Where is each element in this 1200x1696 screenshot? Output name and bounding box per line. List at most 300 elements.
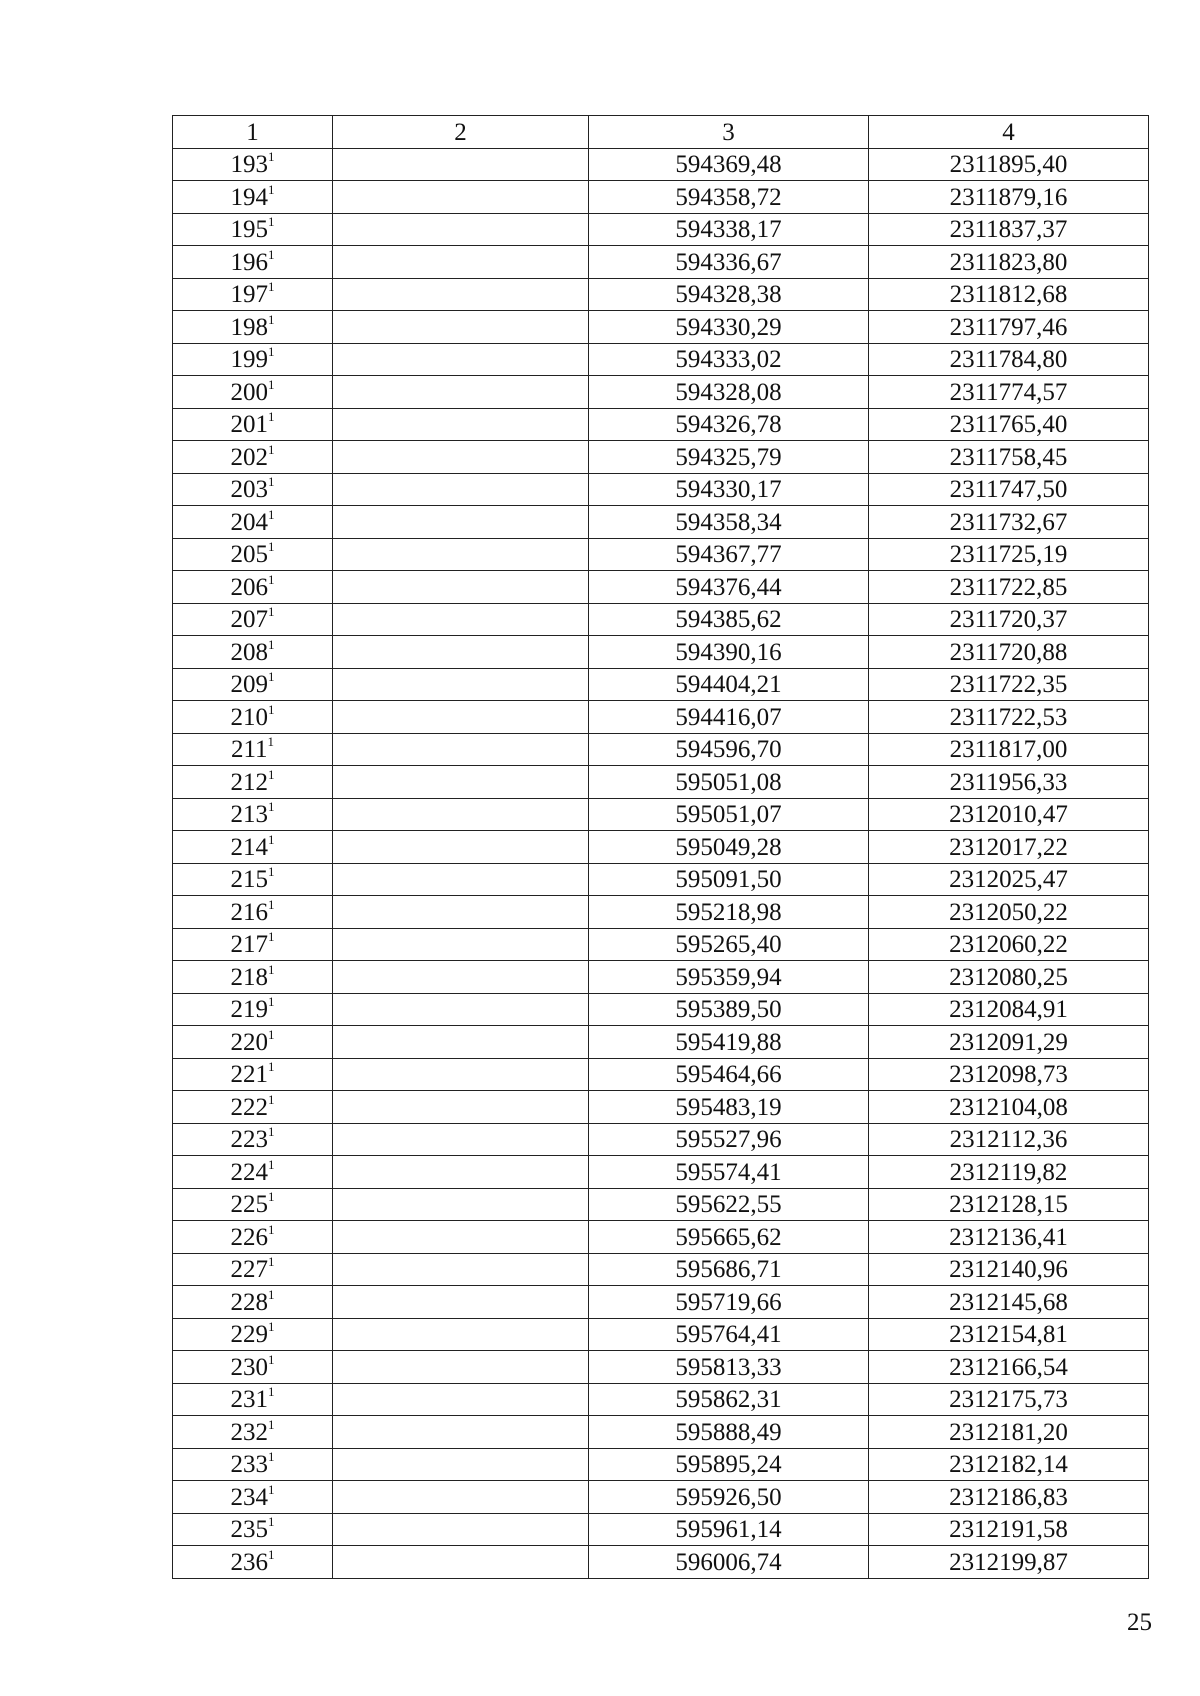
col-2-cell: [333, 538, 589, 571]
table-row: [173, 1546, 1149, 1579]
table-row: [173, 668, 1149, 701]
y-coordinate-cell: 2311758,45: [869, 441, 1149, 474]
table-row: [173, 798, 1149, 831]
x-coordinate-cell: 594596,70: [589, 733, 869, 766]
point-number-cell: [173, 1546, 333, 1579]
point-number: 233: [230, 1451, 268, 1478]
y-coordinate-cell: 2312181,20: [869, 1416, 1149, 1449]
table-row: [173, 148, 1149, 181]
y-coordinate-cell: 2311823,80: [869, 246, 1149, 279]
table-row: [173, 1286, 1149, 1319]
table-row: [173, 1156, 1149, 1189]
point-number-superscript: 1: [268, 344, 275, 359]
table-row: [173, 603, 1149, 636]
point-number: 229: [230, 1321, 268, 1348]
y-coordinate-cell: 2312025,47: [869, 863, 1149, 896]
y-coordinate-cell: 2311879,16: [869, 181, 1149, 214]
x-coordinate-cell: 595464,66: [589, 1058, 869, 1091]
point-number-cell: [173, 278, 333, 311]
col-2-cell: [333, 376, 589, 409]
point-number-cell: [173, 1513, 333, 1546]
x-coordinate-cell: 594330,17: [589, 473, 869, 506]
table-row: [173, 896, 1149, 929]
x-coordinate-cell: 595622,55: [589, 1188, 869, 1221]
col-2-cell: [333, 1156, 589, 1189]
x-coordinate-cell: 595527,96: [589, 1123, 869, 1156]
col-2-cell: [333, 571, 589, 604]
point-number-superscript: 1: [268, 1189, 275, 1204]
y-coordinate-cell: 2311765,40: [869, 408, 1149, 441]
y-coordinate-cell: 2312112,36: [869, 1123, 1149, 1156]
table-row: [173, 1058, 1149, 1091]
point-number: 217: [230, 931, 268, 958]
y-coordinate-cell: 2312060,22: [869, 928, 1149, 961]
table-row: [173, 473, 1149, 506]
y-coordinate-cell: 2311722,85: [869, 571, 1149, 604]
point-number-cell: [173, 376, 333, 409]
y-coordinate-cell: 2312191,58: [869, 1513, 1149, 1546]
point-number-superscript: 1: [268, 149, 275, 164]
x-coordinate-cell: 595051,07: [589, 798, 869, 831]
point-number: 199: [230, 346, 268, 373]
y-coordinate-cell: 2312154,81: [869, 1318, 1149, 1351]
x-coordinate-cell: 594328,38: [589, 278, 869, 311]
x-coordinate-cell: 595961,14: [589, 1513, 869, 1546]
point-number-cell: [173, 896, 333, 929]
col-2-cell: [333, 311, 589, 344]
point-number-superscript: 1: [268, 181, 275, 197]
x-coordinate-cell: 595862,31: [589, 1383, 869, 1416]
point-number: 232: [230, 1418, 268, 1446]
col-2-cell: [333, 1383, 589, 1416]
x-coordinate-cell: 595265,40: [589, 928, 869, 961]
point-number: 218: [230, 963, 268, 991]
point-number-superscript: 1: [268, 831, 275, 847]
point-number-superscript: 1: [268, 1449, 275, 1464]
col-2-cell: [333, 961, 589, 994]
table-row: [173, 1026, 1149, 1059]
x-coordinate-cell: 594404,21: [589, 668, 869, 701]
point-number: 194: [230, 183, 268, 211]
point-number-superscript: 1: [268, 929, 275, 944]
point-number-cell: [173, 668, 333, 701]
x-coordinate-cell: 594326,78: [589, 408, 869, 441]
header-col-3: 3: [589, 116, 869, 149]
point-number-superscript: 1: [268, 246, 275, 262]
point-number-cell: [173, 1221, 333, 1254]
x-coordinate-cell: 594333,02: [589, 343, 869, 376]
table-row: [173, 1318, 1149, 1351]
point-number: 220: [230, 1028, 268, 1056]
col-2-cell: [333, 831, 589, 864]
point-number: 225: [230, 1191, 268, 1218]
point-number-cell: [173, 441, 333, 474]
y-coordinate-cell: 2311774,57: [869, 376, 1149, 409]
y-coordinate-cell: 2311720,88: [869, 636, 1149, 669]
y-coordinate-cell: 2311817,00: [869, 733, 1149, 766]
point-number-superscript: 1: [268, 961, 275, 977]
point-number-cell: [173, 798, 333, 831]
point-number: 200: [230, 378, 268, 406]
point-number: 202: [230, 443, 268, 471]
x-coordinate-cell: 595389,50: [589, 993, 869, 1026]
col-2-cell: [333, 668, 589, 701]
x-coordinate-cell: 594338,17: [589, 213, 869, 246]
point-number: 212: [230, 768, 268, 796]
table-row: [173, 863, 1149, 896]
col-2-cell: [333, 213, 589, 246]
y-coordinate-cell: 2312145,68: [869, 1286, 1149, 1319]
point-number-superscript: 1: [268, 701, 275, 717]
col-2-cell: [333, 1546, 589, 1579]
table-row: [173, 246, 1149, 279]
point-number: 206: [230, 573, 268, 601]
point-number: 197: [230, 281, 268, 308]
point-number-superscript: 1: [268, 571, 275, 587]
point-number-cell: [173, 343, 333, 376]
col-2-cell: [333, 1481, 589, 1514]
point-number: 236: [230, 1548, 268, 1576]
table-row: [173, 1481, 1149, 1514]
point-number: 231: [230, 1386, 268, 1413]
point-number: 230: [230, 1353, 268, 1381]
y-coordinate-cell: 2311837,37: [869, 213, 1149, 246]
point-number: 208: [230, 638, 268, 666]
y-coordinate-cell: 2311722,53: [869, 701, 1149, 734]
point-number: 211: [230, 736, 268, 763]
point-number-cell: [173, 538, 333, 571]
col-2-cell: [333, 1286, 589, 1319]
table-row: [173, 831, 1149, 864]
header-col-2: 2: [333, 116, 589, 149]
coordinates-table: [172, 115, 1149, 1579]
y-coordinate-cell: 2311747,50: [869, 473, 1149, 506]
point-number-superscript: 1: [268, 1481, 275, 1497]
point-number-cell: [173, 863, 333, 896]
col-2-cell: [333, 1123, 589, 1156]
point-number-superscript: 1: [268, 1026, 275, 1042]
point-number: 204: [230, 508, 268, 536]
table-row: [173, 1253, 1149, 1286]
x-coordinate-cell: 595888,49: [589, 1416, 869, 1449]
y-coordinate-cell: 2312010,47: [869, 798, 1149, 831]
point-number-superscript: 1: [268, 1221, 275, 1237]
y-coordinate-cell: 2312080,25: [869, 961, 1149, 994]
point-number-cell: [173, 733, 333, 766]
col-2-cell: [333, 863, 589, 896]
point-number: 198: [230, 313, 268, 341]
col-2-cell: [333, 1221, 589, 1254]
table-row: [173, 1351, 1149, 1384]
table-row: [173, 1448, 1149, 1481]
table-row: [173, 636, 1149, 669]
x-coordinate-cell: 595574,41: [589, 1156, 869, 1189]
point-number-superscript: 1: [268, 1091, 275, 1107]
x-coordinate-cell: 595051,08: [589, 766, 869, 799]
point-number-superscript: 1: [268, 214, 275, 229]
table-row: [173, 766, 1149, 799]
col-2-cell: [333, 798, 589, 831]
col-2-cell: [333, 441, 589, 474]
point-number-superscript: 1: [268, 604, 275, 619]
y-coordinate-cell: 2312084,91: [869, 993, 1149, 1026]
point-number-cell: [173, 701, 333, 734]
point-number-cell: [173, 473, 333, 506]
point-number: 234: [230, 1483, 268, 1511]
y-coordinate-cell: 2312017,22: [869, 831, 1149, 864]
point-number: 235: [230, 1516, 268, 1543]
point-number-superscript: 1: [268, 636, 275, 652]
point-number-cell: [173, 571, 333, 604]
col-2-cell: [333, 278, 589, 311]
x-coordinate-cell: 596006,74: [589, 1546, 869, 1579]
point-number: 205: [230, 541, 268, 568]
col-2-cell: [333, 896, 589, 929]
point-number-cell: [173, 993, 333, 1026]
y-coordinate-cell: 2311895,40: [869, 148, 1149, 181]
point-number-superscript: 1: [268, 506, 275, 522]
point-number-cell: [173, 148, 333, 181]
point-number: 209: [230, 671, 268, 698]
point-number-superscript: 1: [268, 1319, 275, 1334]
point-number: 215: [230, 866, 268, 893]
col-2-cell: [333, 1318, 589, 1351]
point-number: 221: [230, 1061, 268, 1088]
y-coordinate-cell: 2312119,82: [869, 1156, 1149, 1189]
point-number-superscript: 1: [268, 539, 275, 554]
x-coordinate-cell: 594336,67: [589, 246, 869, 279]
point-number-superscript: 1: [268, 1254, 275, 1269]
col-2-cell: [333, 1091, 589, 1124]
table-row: [173, 961, 1149, 994]
x-coordinate-cell: 595359,94: [589, 961, 869, 994]
point-number-cell: [173, 246, 333, 279]
y-coordinate-cell: 2311797,46: [869, 311, 1149, 344]
point-number-cell: [173, 1481, 333, 1514]
point-number-cell: [173, 603, 333, 636]
y-coordinate-cell: 2312136,41: [869, 1221, 1149, 1254]
col-2-cell: [333, 1188, 589, 1221]
col-2-cell: [333, 1448, 589, 1481]
table-row: [173, 408, 1149, 441]
y-coordinate-cell: 2312128,15: [869, 1188, 1149, 1221]
col-2-cell: [333, 701, 589, 734]
point-number: 228: [230, 1288, 268, 1316]
table-row: [173, 376, 1149, 409]
y-coordinate-cell: 2312175,73: [869, 1383, 1149, 1416]
table-row: [173, 181, 1149, 214]
table-body: [173, 148, 1149, 1578]
point-number: 193: [230, 151, 268, 178]
x-coordinate-cell: 595091,50: [589, 863, 869, 896]
point-number-superscript: 1: [268, 1286, 275, 1302]
point-number-superscript: 1: [268, 376, 275, 392]
point-number-cell: [173, 1091, 333, 1124]
point-number-cell: [173, 636, 333, 669]
col-2-cell: [333, 343, 589, 376]
point-number-cell: [173, 181, 333, 214]
x-coordinate-cell: 594325,79: [589, 441, 869, 474]
x-coordinate-cell: 594330,29: [589, 311, 869, 344]
y-coordinate-cell: 2312050,22: [869, 896, 1149, 929]
point-number-superscript: 1: [268, 799, 275, 814]
col-2-cell: [333, 506, 589, 539]
x-coordinate-cell: 594358,34: [589, 506, 869, 539]
x-coordinate-cell: 595813,33: [589, 1351, 869, 1384]
point-number-superscript: 1: [268, 1156, 275, 1172]
y-coordinate-cell: 2311812,68: [869, 278, 1149, 311]
point-number-superscript: 1: [268, 896, 275, 912]
point-number-cell: [173, 311, 333, 344]
table-row: [173, 1091, 1149, 1124]
x-coordinate-cell: 595895,24: [589, 1448, 869, 1481]
x-coordinate-cell: 595049,28: [589, 831, 869, 864]
point-number-cell: [173, 831, 333, 864]
y-coordinate-cell: 2312104,08: [869, 1091, 1149, 1124]
point-number-cell: [173, 1253, 333, 1286]
y-coordinate-cell: 2311720,37: [869, 603, 1149, 636]
col-2-cell: [333, 766, 589, 799]
x-coordinate-cell: 594328,08: [589, 376, 869, 409]
col-2-cell: [333, 1351, 589, 1384]
table-row: [173, 571, 1149, 604]
table-row: [173, 1416, 1149, 1449]
col-2-cell: [333, 408, 589, 441]
point-number-cell: [173, 1318, 333, 1351]
y-coordinate-cell: 2312140,96: [869, 1253, 1149, 1286]
table-row: [173, 993, 1149, 1026]
col-2-cell: [333, 1416, 589, 1449]
point-number: 214: [230, 833, 268, 861]
y-coordinate-cell: 2311722,35: [869, 668, 1149, 701]
point-number: 207: [230, 606, 268, 633]
col-2-cell: [333, 246, 589, 279]
y-coordinate-cell: 2312091,29: [869, 1026, 1149, 1059]
y-coordinate-cell: 2312199,87: [869, 1546, 1149, 1579]
table-row: [173, 1123, 1149, 1156]
point-number-superscript: 1: [268, 1384, 275, 1399]
point-number-superscript: 1: [268, 864, 275, 879]
point-number: 203: [230, 476, 268, 503]
y-coordinate-cell: 2311956,33: [869, 766, 1149, 799]
point-number-superscript: 1: [268, 1124, 275, 1139]
y-coordinate-cell: 2311725,19: [869, 538, 1149, 571]
col-2-cell: [333, 473, 589, 506]
table-row: [173, 701, 1149, 734]
point-number-cell: [173, 1286, 333, 1319]
point-number: 227: [230, 1256, 268, 1283]
col-2-cell: [333, 1058, 589, 1091]
point-number-cell: [173, 1383, 333, 1416]
x-coordinate-cell: 594367,77: [589, 538, 869, 571]
col-2-cell: [333, 1513, 589, 1546]
point-number-superscript: 1: [268, 1546, 275, 1562]
x-coordinate-cell: 595764,41: [589, 1318, 869, 1351]
point-number-superscript: 1: [268, 441, 275, 457]
point-number-superscript: 1: [268, 766, 275, 782]
y-coordinate-cell: 2312182,14: [869, 1448, 1149, 1481]
col-2-cell: [333, 1253, 589, 1286]
point-number-superscript: 1: [268, 1416, 275, 1432]
y-coordinate-cell: 2311784,80: [869, 343, 1149, 376]
point-number-superscript: 1: [268, 409, 275, 424]
col-2-cell: [333, 603, 589, 636]
table-row: [173, 1221, 1149, 1254]
point-number-cell: [173, 1058, 333, 1091]
point-number-superscript: 1: [268, 1514, 275, 1529]
table-row: [173, 733, 1149, 766]
point-number: 224: [230, 1158, 268, 1186]
col-2-cell: [333, 928, 589, 961]
header-col-1: 1: [173, 116, 333, 149]
point-number-cell: [173, 1448, 333, 1481]
table-row: [173, 213, 1149, 246]
x-coordinate-cell: 594358,72: [589, 181, 869, 214]
x-coordinate-cell: 594369,48: [589, 148, 869, 181]
table-row: [173, 928, 1149, 961]
point-number-superscript: 1: [268, 669, 275, 684]
point-number: 196: [230, 248, 268, 276]
header-col-4: 4: [869, 116, 1149, 149]
table-row: [173, 278, 1149, 311]
point-number-superscript: 1: [268, 279, 275, 294]
point-number: 223: [230, 1126, 268, 1153]
y-coordinate-cell: 2312186,83: [869, 1481, 1149, 1514]
point-number-superscript: 1: [268, 1059, 275, 1074]
point-number: 195: [230, 216, 268, 243]
point-number: 210: [230, 703, 268, 731]
x-coordinate-cell: 594385,62: [589, 603, 869, 636]
point-number: 222: [230, 1093, 268, 1121]
point-number-superscript: 1: [268, 994, 275, 1009]
table-row: [173, 1513, 1149, 1546]
page-number: 25: [1127, 1609, 1152, 1636]
x-coordinate-cell: 595926,50: [589, 1481, 869, 1514]
col-2-cell: [333, 636, 589, 669]
point-number-cell: [173, 1123, 333, 1156]
point-number-cell: [173, 928, 333, 961]
point-number-cell: [173, 961, 333, 994]
point-number-cell: [173, 1416, 333, 1449]
point-number-cell: [173, 213, 333, 246]
x-coordinate-cell: 594390,16: [589, 636, 869, 669]
point-number-cell: [173, 1188, 333, 1221]
point-number: 226: [230, 1223, 268, 1251]
y-coordinate-cell: 2311732,67: [869, 506, 1149, 539]
col-2-cell: [333, 993, 589, 1026]
table-row: [173, 441, 1149, 474]
col-2-cell: [333, 181, 589, 214]
col-2-cell: [333, 733, 589, 766]
x-coordinate-cell: 595218,98: [589, 896, 869, 929]
point-number: 219: [230, 996, 268, 1023]
point-number-cell: [173, 1156, 333, 1189]
point-number-superscript: 1: [268, 1351, 275, 1367]
table-row: [173, 311, 1149, 344]
x-coordinate-cell: 594376,44: [589, 571, 869, 604]
table-row: [173, 1383, 1149, 1416]
point-number: 216: [230, 898, 268, 926]
col-2-cell: [333, 1026, 589, 1059]
y-coordinate-cell: 2312098,73: [869, 1058, 1149, 1091]
x-coordinate-cell: 595686,71: [589, 1253, 869, 1286]
x-coordinate-cell: 595719,66: [589, 1286, 869, 1319]
x-coordinate-cell: 595483,19: [589, 1091, 869, 1124]
point-number-cell: [173, 1351, 333, 1384]
table-row: [173, 538, 1149, 571]
point-number-superscript: 1: [268, 311, 275, 327]
table-header-row: [173, 116, 1149, 149]
